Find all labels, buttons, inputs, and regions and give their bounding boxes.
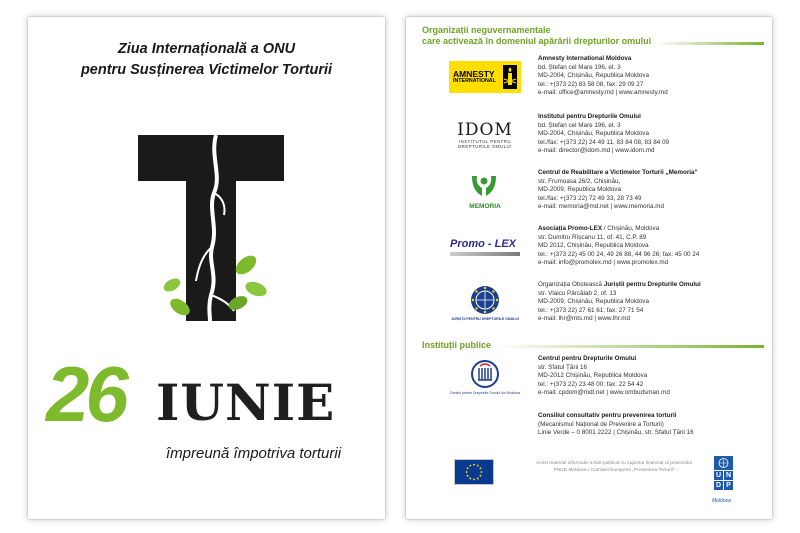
- amnesty-logo: [446, 55, 524, 99]
- promolex-name: Asociația Promo-LEX: [538, 225, 603, 232]
- idom-logo: [446, 113, 524, 157]
- promolex-logo-text: Promo - LEX: [450, 238, 517, 250]
- cdo-logo-text: Centrul pentru Drepturile Omului din Moldova: [449, 391, 521, 395]
- eu-flag-icon: [454, 459, 494, 485]
- slogan: împreună împotriva torturii: [166, 445, 342, 462]
- lhr-email: e-mail: lhr@mts.md | www.lhr.md: [538, 315, 630, 323]
- amnesty-line: bd. Ștefan cel Mare 196, et. 3: [538, 63, 621, 71]
- undp-letter: N: [725, 472, 732, 479]
- memoria-line: tel./fax: +(373 22) 72 49 33, 28 73 49: [538, 194, 642, 202]
- public-heading-divider: [496, 345, 764, 348]
- cdo-name: Centrul pentru Drepturile Omului: [538, 355, 637, 362]
- npm-line: (Mecanismul Național de Prevenire a Torturii): [538, 420, 664, 428]
- memoria-details: [538, 169, 766, 212]
- idom-line: tel./fax: +(373 22) 24 49 11, 83 84 08, 83 84 09: [538, 138, 669, 146]
- memoria-line: MD-2009, Republica Moldova: [538, 186, 621, 194]
- lhr-name-prefix: Organizația Obștească: [538, 281, 604, 288]
- amnesty-logo-subtext: INTERNATIONAL: [453, 78, 496, 84]
- npm-hotline: Linie Verde – 0 8001 2222 | Chișinău, str. Sfatul Țării 16: [538, 429, 694, 437]
- org-lhr: [446, 281, 764, 339]
- undp-letter: U: [715, 472, 722, 479]
- ngo-heading-line1: Organizații neguvernamentale: [422, 25, 551, 35]
- cdo-line: MD-2012 Chișinău, Republica Moldova: [538, 372, 648, 380]
- candle-icon: [503, 65, 517, 89]
- memoria-logo-text: MEMORIA: [469, 203, 501, 210]
- promolex-line: MD 2012, Chișinău, Republica Moldova: [538, 242, 649, 250]
- amnesty-details: [538, 55, 766, 98]
- lhr-name: Juriștii pentru Drepturile Omului: [603, 281, 701, 288]
- ombudsman-emblem-icon: [470, 359, 500, 389]
- lhr-line: tel.: +(373 22) 27 61 61; fax: 27 71 54: [538, 306, 644, 314]
- amnesty-logo-text: AMNESTY: [453, 69, 495, 79]
- front-title-line1: Ziua Internațională a ONU: [117, 41, 296, 57]
- ngo-heading: [422, 25, 651, 47]
- undp-letter: P: [724, 481, 733, 490]
- undp-logo: [714, 456, 734, 491]
- memoria-logo: [446, 169, 524, 213]
- amnesty-email: e-mail: office@amnesty.md | www.amnesty.md: [538, 89, 668, 97]
- public-heading: Instituții publice: [422, 340, 491, 350]
- promolex-line: str. Dumitru Rîșcanu 11, of. 41, C.P. 89: [538, 233, 647, 241]
- amnesty-name: Amnesty International Moldova: [538, 55, 632, 62]
- idom-logo-subtext: INSTITUTUL PENTRU DREPTURILE OMULUI: [458, 138, 512, 149]
- npm-details: [538, 412, 766, 438]
- memoria-line: str. Frumoasa 26/2, Chișinău,: [538, 177, 621, 185]
- lhr-logo-text: JURIȘTII PENTRU DREPTURILE OMULUI: [451, 317, 519, 321]
- org-idom: [446, 113, 764, 171]
- idom-name: Institutul pentru Drepturile Omului: [538, 113, 641, 120]
- org-memoria: [446, 169, 764, 227]
- idom-line: bd. Ștefan cel Mare 196, et. 3: [538, 121, 621, 129]
- sponsor-footer: [446, 453, 764, 507]
- idom-details: [538, 113, 766, 156]
- idom-email: e-mail: director@idom.md | www.idom.md: [538, 147, 655, 155]
- promolex-line: tel.: +(373 22) 45 00 24, 49 26 88, 44 96 26; fax: 45 00 24: [538, 250, 700, 258]
- org-npm: [446, 412, 764, 448]
- npm-name: Consiliul consultativ pentru prevenirea torturii: [538, 412, 677, 419]
- front-title-line2: pentru Susținerea Victimelor Torturii: [80, 62, 333, 78]
- back-card: [406, 17, 772, 519]
- globe-stars-icon: [470, 285, 500, 315]
- org-cdo: [446, 355, 764, 413]
- lhr-details: [538, 281, 766, 324]
- memoria-email: e-mail: memoria@md.net | www.memoria.md: [538, 203, 664, 211]
- front-title: [28, 39, 385, 81]
- org-promolex: [446, 225, 764, 283]
- lhr-line: MD-2009, Chișinău, Republica Moldova: [538, 298, 649, 306]
- promolex-name-suffix: / Chișinău, Moldova: [602, 225, 660, 232]
- ngo-heading-divider: [656, 42, 764, 45]
- cdo-email: e-mail: cpdom@mdl.net | www.ombudsman.md: [538, 389, 670, 397]
- memoria-name: Centrul de Reabilitare a Victimelor Torturii „Memoria”: [538, 169, 698, 176]
- funding-note: Acest material informativ a fost publicat cu suportul financiar al proiectului PNUD Moldova / Comisiei Europene „Prevenirea Torturii”: [536, 461, 692, 473]
- tree-in-letter-t-icon: [138, 135, 284, 321]
- undp-label: Moldova: [712, 498, 731, 504]
- amnesty-line: tel.: +(373 22) 83 58 08, fax: 29 09 27: [538, 80, 644, 88]
- promolex-logo: [446, 225, 524, 269]
- lhr-logo: [446, 281, 524, 325]
- amnesty-line: MD-2004, Chișinău, Republica Moldova: [538, 72, 649, 80]
- date-month: IUNIE: [156, 373, 336, 432]
- org-amnesty: [446, 55, 764, 113]
- ngo-heading-line2: care activează în domeniul apărării drepturilor omului: [422, 36, 652, 46]
- cdo-line: tel.: +(373 22) 23 48 00; fax: 22 54 42: [538, 380, 644, 388]
- promolex-details: [538, 225, 766, 268]
- hands-icon: [469, 172, 499, 198]
- un-emblem-icon: [714, 456, 733, 470]
- date-number: 26: [46, 350, 125, 438]
- idom-logo-text: IDOM: [457, 119, 513, 140]
- cdo-line: str. Sfatul Țării 16: [538, 363, 587, 371]
- lhr-line: str. Vlaicu Pârcălab 2, of. 13: [538, 289, 617, 297]
- cdo-details: [538, 355, 766, 398]
- cdo-logo: [446, 355, 524, 399]
- idom-line: MD-2004, Chișinău, Republica Moldova: [538, 130, 649, 138]
- undp-letter: D: [715, 482, 722, 489]
- front-card: [28, 17, 385, 519]
- promolex-email: e-mail: info@promolex.md | www.promolex.md: [538, 259, 669, 267]
